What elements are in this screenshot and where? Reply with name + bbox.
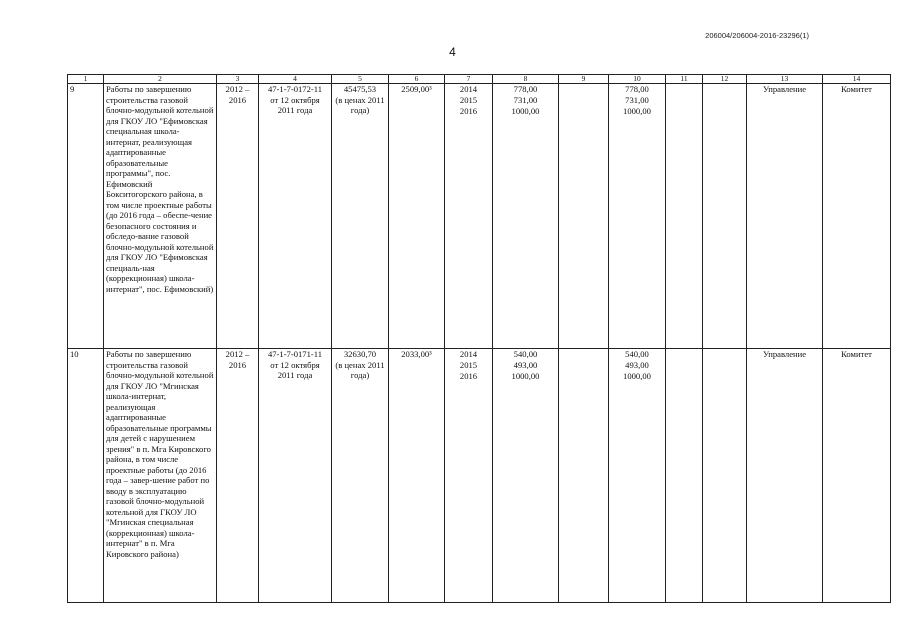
empty-sub [703, 360, 746, 371]
program-table [67, 74, 891, 603]
empty-sub [666, 371, 702, 382]
work-description: Работы по завершению строительства газовой блочно-модульной котельной для ГКОУ ЛО "Ефимовская специальная школа-интернат, реализующая адаптированные образовательные программы", пос. Ефимовский Бокситогорского района, в том числе проектные работы (до 2016 года – обеспе-чение безопасного состояния и обследо-вание газовой блочно-модульной котельной для ГКОУ ЛО "Ефимовская специаль-ная (коррекционная) школа-интернат", пос. Ефимовский) [104, 84, 217, 349]
doc-number: 47-1-7-0171-11 [267, 349, 323, 359]
document-id: 206004/206004-2016-23296(1) [705, 31, 809, 40]
page-number: 4 [449, 45, 456, 59]
year: 2014 [459, 349, 478, 359]
period: 2012 – 2016 [217, 84, 259, 349]
year: 2015 [459, 360, 478, 370]
header-cell: 6 [389, 75, 445, 84]
col12-cell [703, 84, 747, 349]
empty-sub [559, 349, 608, 360]
estimated-cost [332, 349, 389, 603]
header-cell: 2 [104, 75, 217, 84]
empty-sub [666, 95, 702, 106]
col6-value: 2033,00³ [389, 349, 445, 603]
cost-value: 32630,70 [343, 349, 377, 359]
header-cell: 12 [703, 75, 747, 84]
col9-cell [559, 349, 609, 603]
empty-sub [703, 106, 746, 117]
col12-cell [703, 349, 747, 603]
header-row [68, 75, 891, 84]
amount: 1000,00 [511, 106, 540, 116]
cost-note: (в ценах 2011 года) [335, 359, 385, 380]
header-cell: 9 [559, 75, 609, 84]
work-description: Работы по завершению строительства газовой блочно-модульной котельной для ГКОУ ЛО "Мгинская школа-интернат, реализующая адаптированные образовательные программы для детей с нарушением зрения" в п. Мга Кировского района, в том числе проектные работы (до 2016 года – завер-шение работ по вводу в эксплуатацию газовой блочно-модульной котельной для ГКОУ ЛО "Мгинская специальная (коррекционная) школа-интернат" в п. Мга Кировского района) [104, 349, 217, 603]
empty-sub [703, 84, 746, 95]
row-number: 10 [68, 349, 104, 603]
col11-cell [666, 349, 703, 603]
header-cell: 14 [823, 75, 891, 84]
col9-cell [559, 84, 609, 349]
responsible-executor: Управление [747, 84, 823, 349]
col6-value: 2509,00³ [389, 84, 445, 349]
customer: Комитет [823, 349, 891, 603]
header-cell: 4 [259, 75, 332, 84]
col11-cell [666, 84, 703, 349]
years-cell [445, 84, 493, 349]
year: 2015 [459, 95, 478, 105]
header-cell: 8 [493, 75, 559, 84]
header-cell: 7 [445, 75, 493, 84]
cost-value: 45475,53 [343, 84, 377, 94]
doc-date: от 12 октября 2011 года [270, 359, 320, 380]
empty-sub [666, 84, 702, 95]
amount: 778,00 [625, 84, 649, 94]
approval-document [259, 84, 332, 349]
col10-cell [609, 84, 666, 349]
responsible-executor: Управление [747, 349, 823, 603]
empty-sub [666, 349, 702, 360]
header-cell: 3 [217, 75, 259, 84]
empty-sub [666, 360, 702, 371]
empty-sub [559, 371, 608, 382]
empty-sub [559, 106, 608, 117]
header-cell: 5 [332, 75, 389, 84]
doc-number: 47-1-7-0172-11 [267, 84, 323, 94]
year: 2016 [459, 371, 478, 381]
amount: 731,00 [625, 95, 649, 105]
col10-cell [609, 349, 666, 603]
header-cell: 13 [747, 75, 823, 84]
period: 2012 – 2016 [217, 349, 259, 603]
year: 2014 [459, 84, 478, 94]
empty-sub [559, 84, 608, 95]
table-row [68, 84, 891, 349]
table-row [68, 349, 891, 603]
header-cell: 11 [666, 75, 703, 84]
year: 2016 [459, 106, 478, 116]
estimated-cost [332, 84, 389, 349]
customer: Комитет [823, 84, 891, 349]
amount: 1000,00 [623, 106, 651, 116]
amount: 493,00 [513, 360, 538, 370]
amount: 731,00 [513, 95, 538, 105]
doc-date: от 12 октября 2011 года [270, 94, 320, 115]
empty-sub [703, 349, 746, 360]
empty-sub [703, 371, 746, 382]
amount: 1000,00 [623, 371, 651, 381]
cost-note: (в ценах 2011 года) [335, 94, 385, 115]
years-cell [445, 349, 493, 603]
amount: 778,00 [513, 84, 538, 94]
amount: 493,00 [625, 360, 649, 370]
row-number: 9 [68, 84, 104, 349]
col8-cell [493, 84, 559, 349]
header-cell: 10 [609, 75, 666, 84]
col8-cell [493, 349, 559, 603]
header-cell: 1 [68, 75, 104, 84]
empty-sub [559, 95, 608, 106]
amount: 540,00 [513, 349, 538, 359]
approval-document [259, 349, 332, 603]
empty-sub [559, 360, 608, 371]
amount: 540,00 [625, 349, 649, 359]
empty-sub [666, 106, 702, 117]
empty-sub [703, 95, 746, 106]
amount: 1000,00 [511, 371, 540, 381]
